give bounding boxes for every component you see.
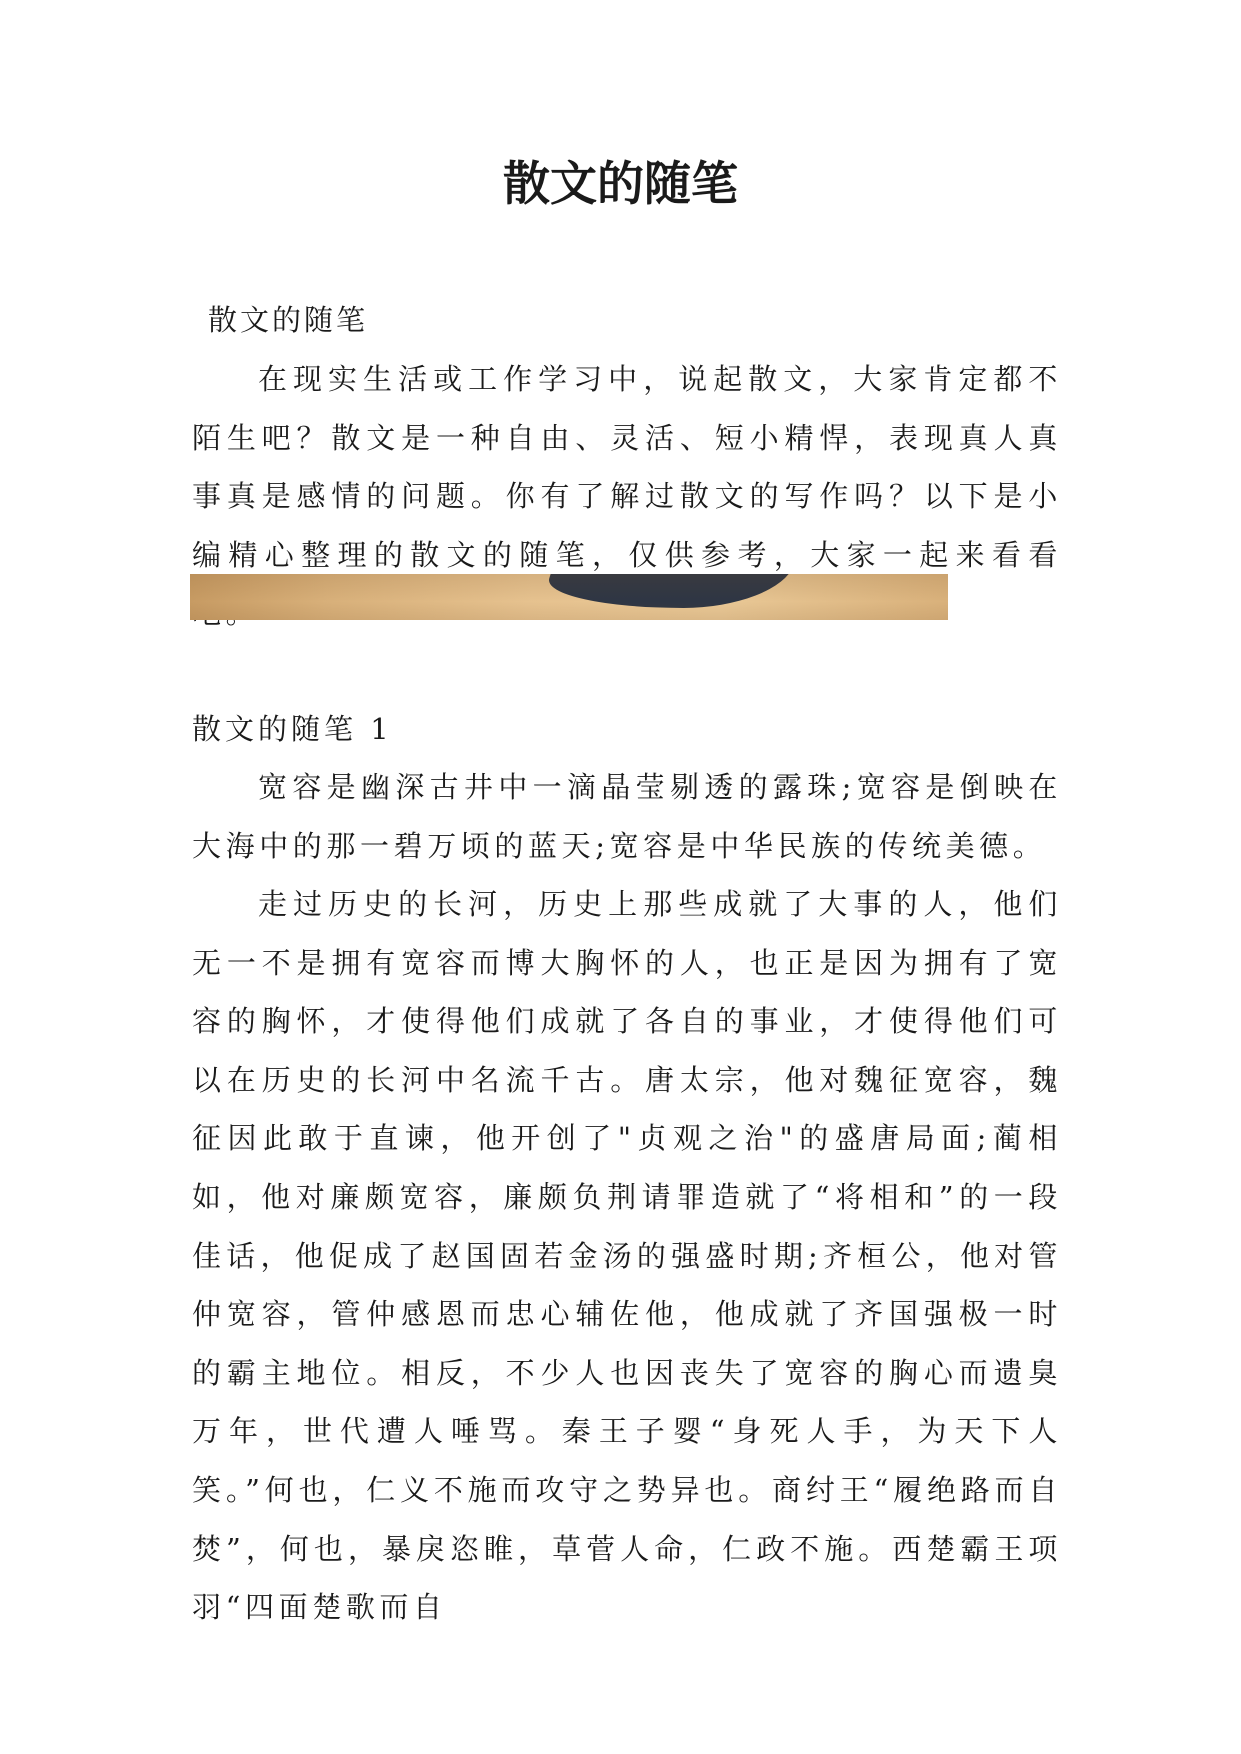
body-paragraph-1: 宽容是幽深古井中一滴晶莹剔透的露珠;宽容是倒映在大海中的那一碧万顷的蓝天;宽容是中华民族的传统美德。	[192, 770, 1062, 863]
photo-shading	[190, 574, 948, 620]
cropped-photo	[190, 574, 948, 620]
body-paragraph-2: 走过历史的长河，历史上那些成就了大事的人，他们无一不是拥有宽容而博大胸怀的人，也正是因为拥有了宽容的胸怀，才使得他们成就了各自的事业，才使得他们可以在历史的长河中名流千古。唐太宗，他对魏征宽容，魏征因此敢于直谏，他开创了"贞观之治"的盛唐局面;蔺相如，他对廉颇宽容，廉颇负荆请罪造就了“将相和”的一段佳话，他促成了赵国固若金汤的强盛时期;齐桓公，他对管仲宽容，管仲感恩而忠心辅佐他，他成就了齐国强极一时的霸主地位。相反，不少人也因丧失了宽容的胸心而遗臭万年，世代遭人唾骂。秦王子婴“身死人手，为天下人笑。”何也，仁义不施而攻守之势异也。商纣王“履绝路而自焚”，何也，暴戾恣睢，草菅人命，仁政不施。西楚霸王项羽“四面楚歌而自	[192, 887, 1062, 1625]
intro-paragraph: 在现实生活或工作学习中，说起散文，大家肯定都不陌生吧？散文是一种自由、灵活、短小精悍，表现真人真事真是感情的问题。你有了解过散文的写作吗？以下是小编精心整理的散文的随笔，仅供参考，大家一起来看看	[192, 362, 1062, 572]
section-heading: 散文的随笔 1	[192, 712, 393, 746]
page-title: 散文的随笔	[503, 157, 738, 212]
document-subtitle: 散文的随笔	[208, 303, 369, 337]
